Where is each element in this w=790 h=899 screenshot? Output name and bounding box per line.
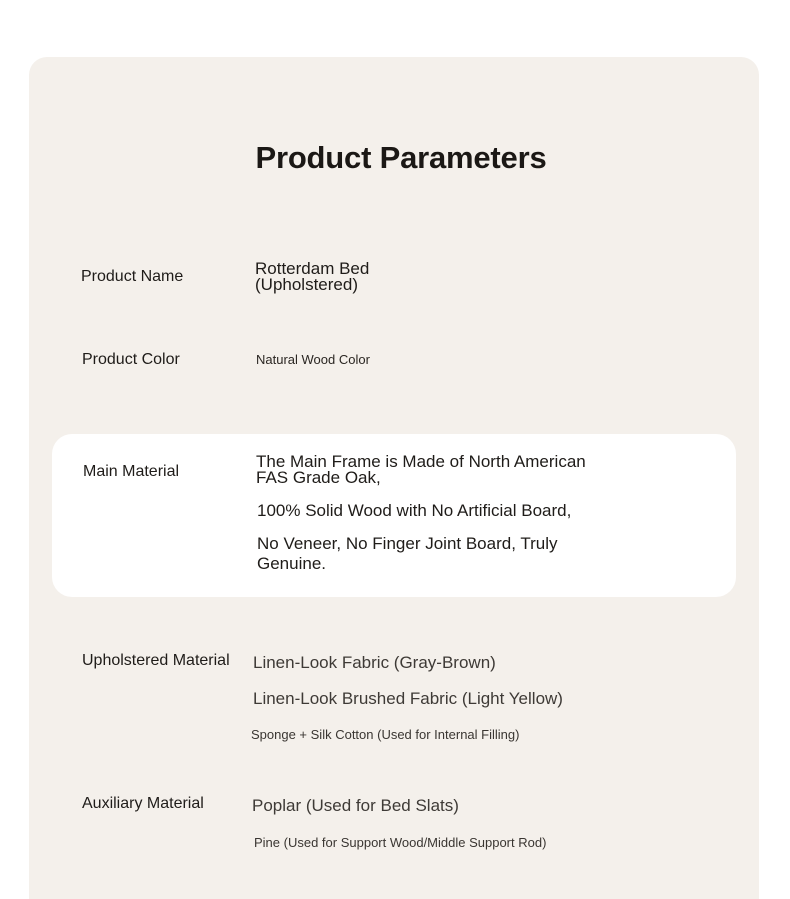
main-material-line: The Main Frame is Made of North American bbox=[256, 452, 586, 471]
upholstered-material-item: Linen-Look Brushed Fabric (Light Yellow) bbox=[253, 689, 563, 708]
main-material-line: FAS Grade Oak, bbox=[256, 468, 381, 487]
main-material-line: No Veneer, No Finger Joint Board, Truly bbox=[257, 534, 558, 553]
auxiliary-material-item: Pine (Used for Support Wood/Middle Support Rod) bbox=[254, 835, 547, 850]
main-material-label: Main Material bbox=[83, 463, 180, 480]
upholstered-material-label: Upholstered Material bbox=[82, 652, 230, 669]
product-name-line: Rotterdam Bed bbox=[255, 259, 370, 278]
main-material-line: Genuine. bbox=[257, 554, 326, 573]
upholstered-material-item: Sponge + Silk Cotton (Used for Internal Filling) bbox=[251, 727, 520, 742]
page-title: Product Parameters bbox=[255, 140, 547, 175]
product-name-label: Product Name bbox=[81, 268, 184, 285]
product-name-line: (Upholstered) bbox=[255, 275, 358, 294]
main-material-line: 100% Solid Wood with No Artificial Board, bbox=[257, 501, 572, 520]
product-color-value: Natural Wood Color bbox=[256, 352, 370, 367]
product-color-label: Product Color bbox=[82, 351, 180, 368]
upholstered-material-item: Linen-Look Fabric (Gray-Brown) bbox=[253, 653, 496, 672]
auxiliary-material-label: Auxiliary Material bbox=[82, 795, 204, 812]
auxiliary-material-item: Poplar (Used for Bed Slats) bbox=[252, 796, 459, 815]
product-name-value bbox=[255, 261, 369, 293]
